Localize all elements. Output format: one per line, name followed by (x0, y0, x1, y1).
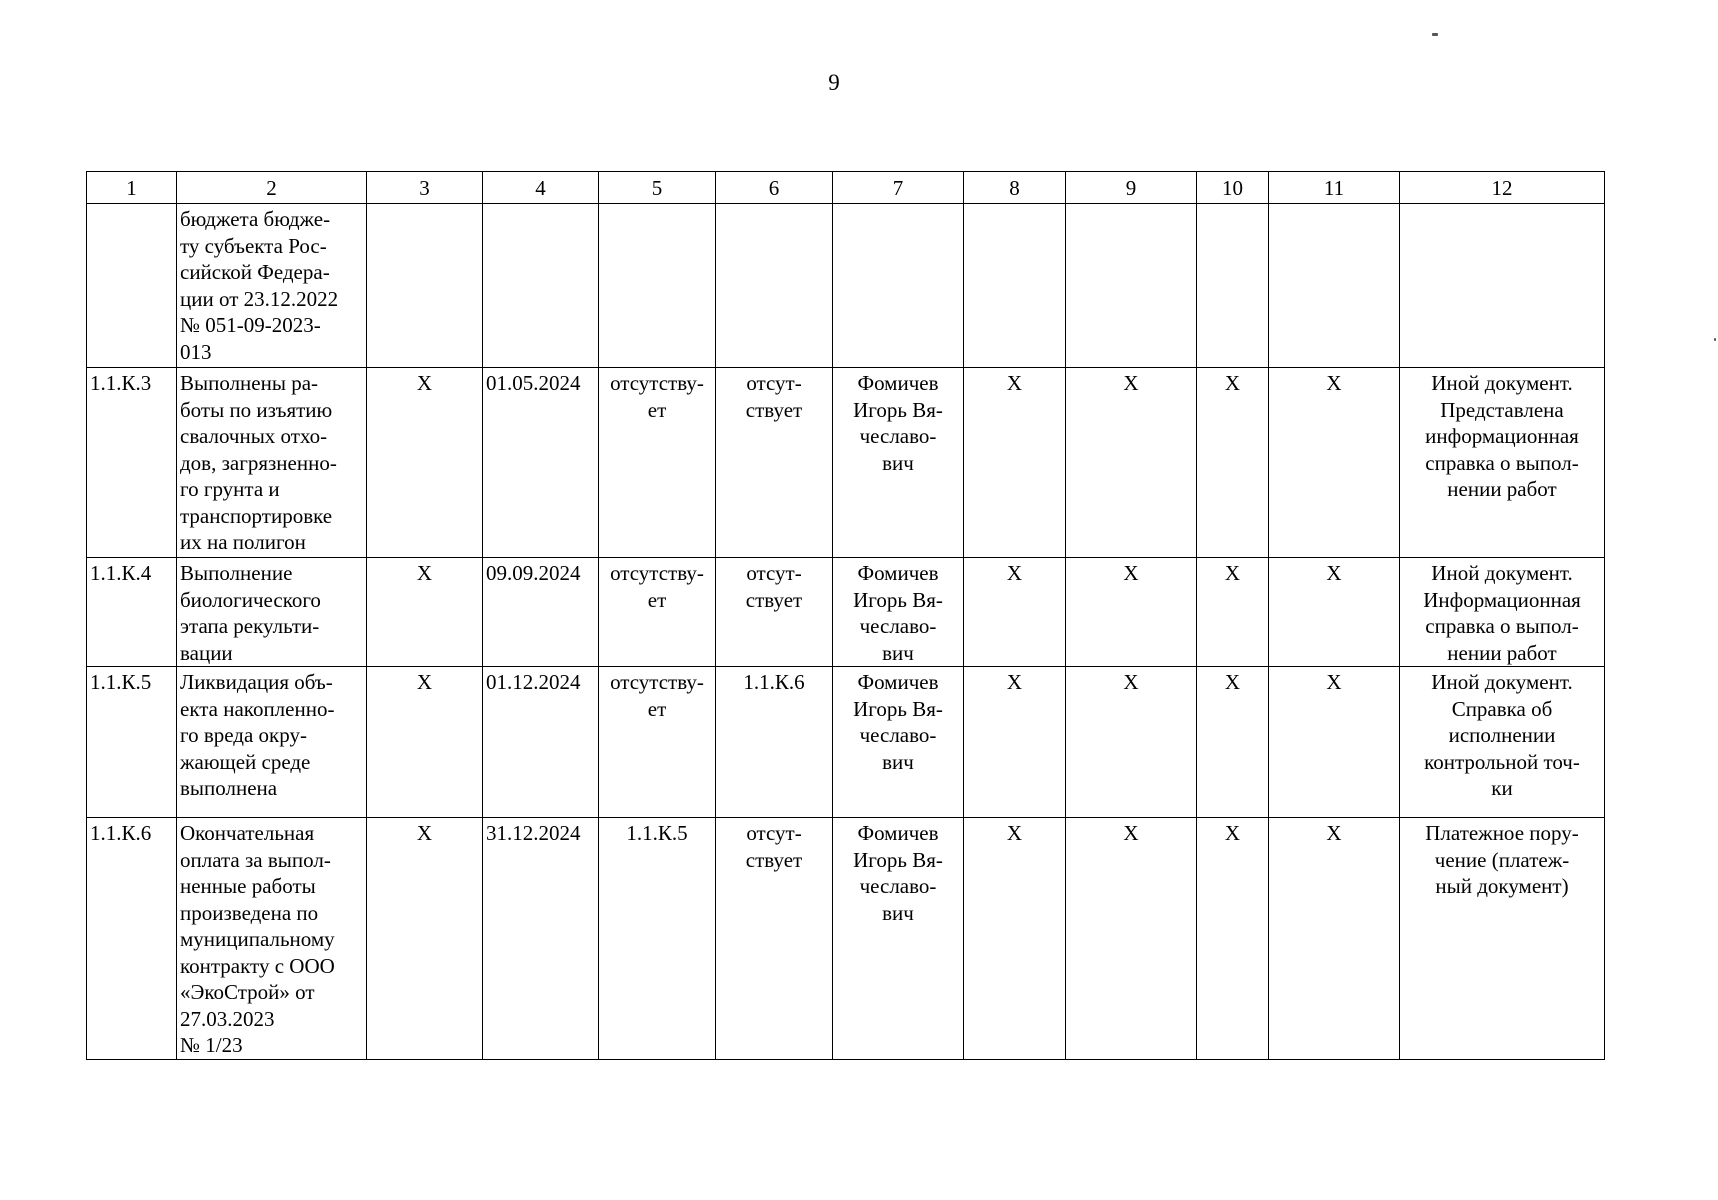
document-table (86, 171, 1605, 1060)
cell-col3: X (367, 667, 483, 818)
point-description: Окончательная оплата за выпол- ненные работы произведена по муниципальному контракту с ООО «ЭкоСтрой» от 27.03.2023 № 1/23 (177, 818, 367, 1060)
table-row (87, 558, 1605, 667)
responsible-cell: Фомичев Игорь Вя- чеславо- вич (833, 368, 964, 558)
predecessor-cell: 1.1.К.5 (599, 818, 716, 1060)
date-cell: 31.12.2024 (483, 818, 599, 1060)
column-number: 9 (1066, 172, 1197, 204)
cell-col8 (964, 204, 1066, 368)
cell-col10: X (1197, 368, 1269, 558)
column-number: 12 (1400, 172, 1605, 204)
successor-cell (716, 204, 833, 368)
successor-cell: отсут- ствует (716, 818, 833, 1060)
document-type-cell: Иной документ. Представлена информационная справка о выпол- нении работ (1400, 368, 1605, 558)
point-description: бюджета бюдже- ту субъекта Рос- сийской Федера- ции от 23.12.2022 № 051-09-2023- 013 (177, 204, 367, 368)
responsible-cell: Фомичев Игорь Вя- чеславо- вич (833, 818, 964, 1060)
successor-cell: отсут- ствует (716, 368, 833, 558)
point-code: 1.1.К.5 (87, 667, 177, 818)
scan-speck (1432, 33, 1438, 36)
column-number-row (87, 172, 1605, 204)
table-row (87, 204, 1605, 368)
predecessor-cell: отсутству- ет (599, 558, 716, 667)
cell-col9: X (1066, 558, 1197, 667)
cell-col11: X (1269, 667, 1400, 818)
cell-col3: X (367, 818, 483, 1060)
point-code (87, 204, 177, 368)
responsible-cell (833, 204, 964, 368)
point-code: 1.1.К.4 (87, 558, 177, 667)
point-description: Ликвидация объ- екта накопленно- го вреда окру- жающей среде выполнена (177, 667, 367, 818)
date-cell: 01.12.2024 (483, 667, 599, 818)
point-code: 1.1.К.6 (87, 818, 177, 1060)
cell-col11 (1269, 204, 1400, 368)
column-number: 8 (964, 172, 1066, 204)
cell-col9: X (1066, 818, 1197, 1060)
cell-col9 (1066, 204, 1197, 368)
cell-col11: X (1269, 818, 1400, 1060)
table-row (87, 818, 1605, 1060)
scan-speck (1714, 338, 1716, 341)
point-code: 1.1.К.3 (87, 368, 177, 558)
point-description: Выполнение биологического этапа рекульти- вации (177, 558, 367, 667)
page-number: 9 (828, 70, 840, 95)
cell-col9: X (1066, 368, 1197, 558)
cell-col10: X (1197, 818, 1269, 1060)
column-number: 5 (599, 172, 716, 204)
document-type-cell: Иной документ. Информационная справка о выпол- нении работ (1400, 558, 1605, 667)
table-row (87, 667, 1605, 818)
predecessor-cell (599, 204, 716, 368)
point-description: Выполнены ра- боты по изъятию свалочных отхо- дов, загрязненно- го грунта и транспортировке их на полигон (177, 368, 367, 558)
column-number: 4 (483, 172, 599, 204)
cell-col3: X (367, 368, 483, 558)
predecessor-cell: отсутству- ет (599, 368, 716, 558)
predecessor-cell: отсутству- ет (599, 667, 716, 818)
cell-col11: X (1269, 368, 1400, 558)
table-row (87, 368, 1605, 558)
cell-col8: X (964, 818, 1066, 1060)
cell-col9: X (1066, 667, 1197, 818)
cell-col8: X (964, 667, 1066, 818)
successor-cell: отсут- ствует (716, 558, 833, 667)
successor-cell: 1.1.К.6 (716, 667, 833, 818)
document-type-cell (1400, 204, 1605, 368)
document-type-cell: Иной документ. Справка об исполнении контрольной точ- ки (1400, 667, 1605, 818)
cell-col3 (367, 204, 483, 368)
column-number: 1 (87, 172, 177, 204)
column-number: 2 (177, 172, 367, 204)
responsible-cell: Фомичев Игорь Вя- чеславо- вич (833, 558, 964, 667)
date-cell: 01.05.2024 (483, 368, 599, 558)
cell-col10 (1197, 204, 1269, 368)
column-number: 7 (833, 172, 964, 204)
cell-col10: X (1197, 667, 1269, 818)
document-type-cell: Платежное пору- чение (платеж- ный документ) (1400, 818, 1605, 1060)
cell-col10: X (1197, 558, 1269, 667)
cell-col3: X (367, 558, 483, 667)
cell-col8: X (964, 368, 1066, 558)
date-cell (483, 204, 599, 368)
cell-col8: X (964, 558, 1066, 667)
cell-col11: X (1269, 558, 1400, 667)
column-number: 3 (367, 172, 483, 204)
column-number: 6 (716, 172, 833, 204)
column-number: 10 (1197, 172, 1269, 204)
column-number: 11 (1269, 172, 1400, 204)
responsible-cell: Фомичев Игорь Вя- чеславо- вич (833, 667, 964, 818)
date-cell: 09.09.2024 (483, 558, 599, 667)
